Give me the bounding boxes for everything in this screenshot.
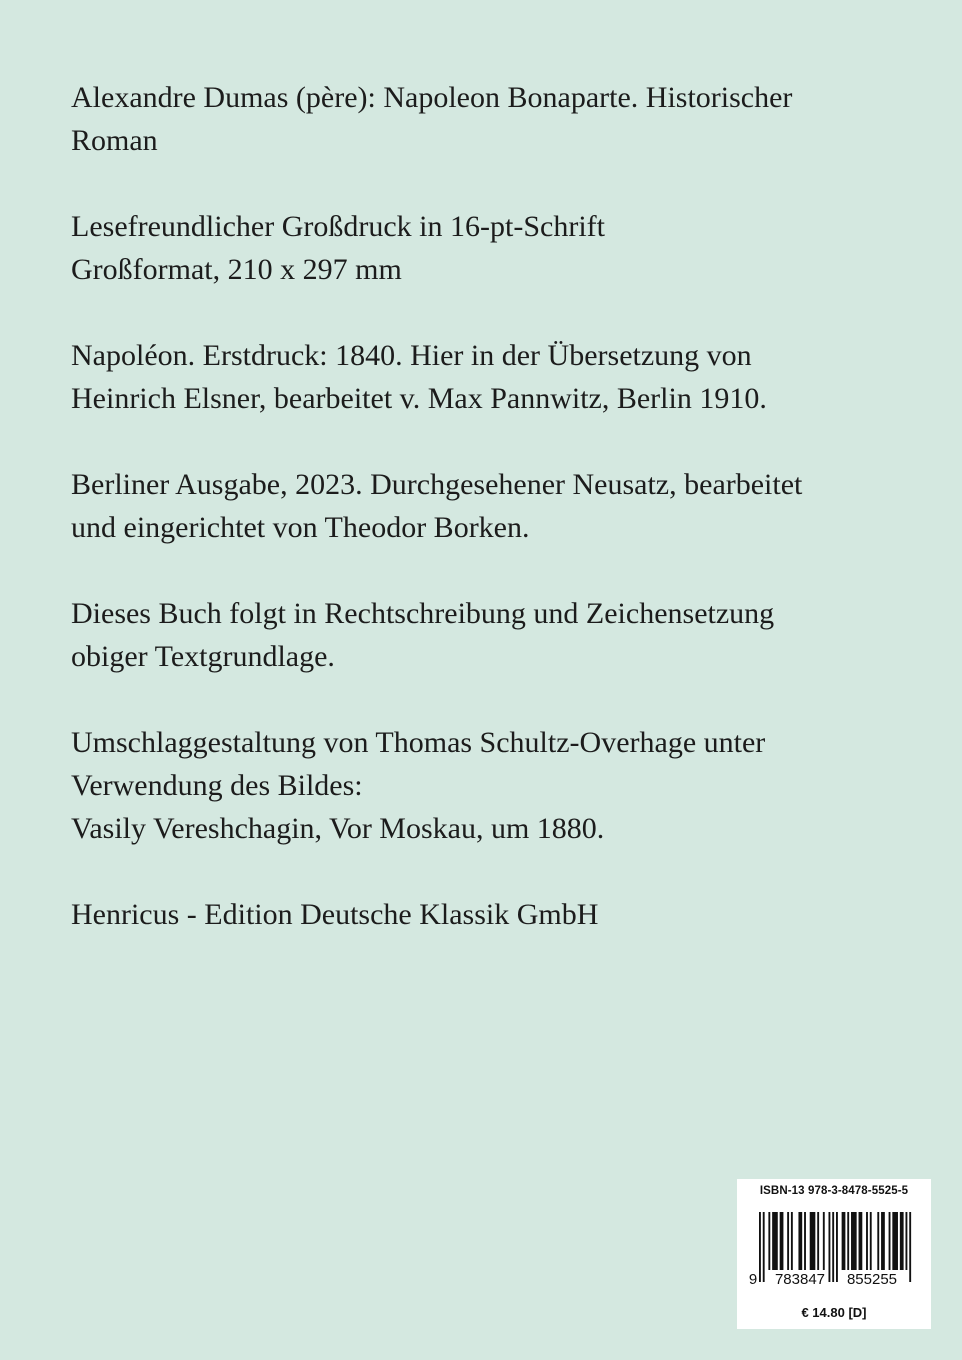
barcode-bar bbox=[763, 1212, 765, 1282]
barcode-bar bbox=[900, 1212, 904, 1270]
imprint-text bbox=[71, 76, 911, 979]
barcode-bar bbox=[842, 1212, 846, 1270]
text-line: obiger Textgrundlage. bbox=[71, 640, 335, 673]
text-line: Großformat, 210 x 297 mm bbox=[71, 253, 402, 286]
text-line: Berliner Ausgabe, 2023. Durchgesehener Neusatz, bearbeitet bbox=[71, 468, 803, 501]
barcode-bar bbox=[817, 1212, 819, 1270]
barcode-bar bbox=[823, 1212, 825, 1270]
barcode-bar bbox=[866, 1212, 868, 1270]
publisher-paragraph bbox=[71, 893, 911, 936]
barcode-bar bbox=[881, 1212, 885, 1270]
barcode-bar bbox=[889, 1212, 891, 1270]
barcode-bar bbox=[804, 1212, 806, 1270]
barcode-bar bbox=[832, 1212, 834, 1282]
text-line: Heinrich Elsner, bearbeitet v. Max Pannwitz, Berlin 1910. bbox=[71, 382, 767, 415]
barcode-bar bbox=[791, 1212, 793, 1270]
barcode-bar bbox=[877, 1212, 879, 1270]
text-line: Lesefreundlicher Großdruck in 16-pt-Schrift bbox=[71, 210, 605, 243]
barcode-bar bbox=[892, 1212, 898, 1270]
cover-design-paragraph bbox=[71, 721, 911, 850]
text-line: Dieses Buch folgt in Rechtschreibung und Zeichensetzung bbox=[71, 597, 775, 630]
barcode-bar bbox=[772, 1212, 778, 1270]
barcode-bar bbox=[859, 1212, 863, 1270]
isbn-barcode-box bbox=[737, 1179, 931, 1329]
barcode-bar bbox=[787, 1212, 789, 1270]
title-paragraph bbox=[71, 76, 911, 162]
text-line: Verwendung des Bildes: bbox=[71, 769, 363, 802]
barcode-bar bbox=[798, 1212, 802, 1270]
barcode-digits-right: 855255 bbox=[846, 1271, 898, 1288]
barcode-bar bbox=[768, 1212, 770, 1270]
text-line: Napoléon. Erstdruck: 1840. Hier in der Übersetzung von bbox=[71, 339, 752, 372]
format-paragraph bbox=[71, 205, 911, 291]
barcode-bar bbox=[847, 1212, 849, 1270]
edition-paragraph bbox=[71, 463, 911, 549]
orthography-paragraph bbox=[71, 592, 911, 678]
barcode-bar bbox=[828, 1212, 830, 1282]
barcode-bar bbox=[909, 1212, 911, 1282]
barcode-bar bbox=[836, 1212, 838, 1282]
barcode-digit-prefix: 9 bbox=[749, 1271, 758, 1288]
barcode bbox=[749, 1212, 919, 1288]
text-line: Umschlaggestaltung von Thomas Schultz-Overhage unter bbox=[71, 726, 766, 759]
barcode-bar bbox=[851, 1212, 857, 1270]
text-line: Vasily Vereshchagin, Vor Moskau, um 1880. bbox=[71, 812, 605, 845]
source-paragraph bbox=[71, 334, 911, 420]
barcode-bar bbox=[870, 1212, 872, 1270]
barcode-digits-left: 783847 bbox=[774, 1271, 826, 1288]
price-label: € 14.80 [D] bbox=[801, 1305, 867, 1320]
barcode-bar bbox=[810, 1212, 816, 1270]
barcode-bar bbox=[759, 1212, 761, 1282]
barcode-bar bbox=[780, 1212, 784, 1270]
text-line: und eingerichtet von Theodor Borken. bbox=[71, 511, 530, 544]
text-line: Henricus - Edition Deutsche Klassik GmbH bbox=[71, 898, 599, 931]
barcode-bar bbox=[905, 1212, 907, 1270]
text-line: Alexandre Dumas (père): Napoleon Bonaparte. Historischer bbox=[71, 81, 793, 114]
text-line: Roman bbox=[71, 124, 158, 157]
isbn-label: ISBN-13 978-3-8478-5525-5 bbox=[759, 1185, 909, 1197]
